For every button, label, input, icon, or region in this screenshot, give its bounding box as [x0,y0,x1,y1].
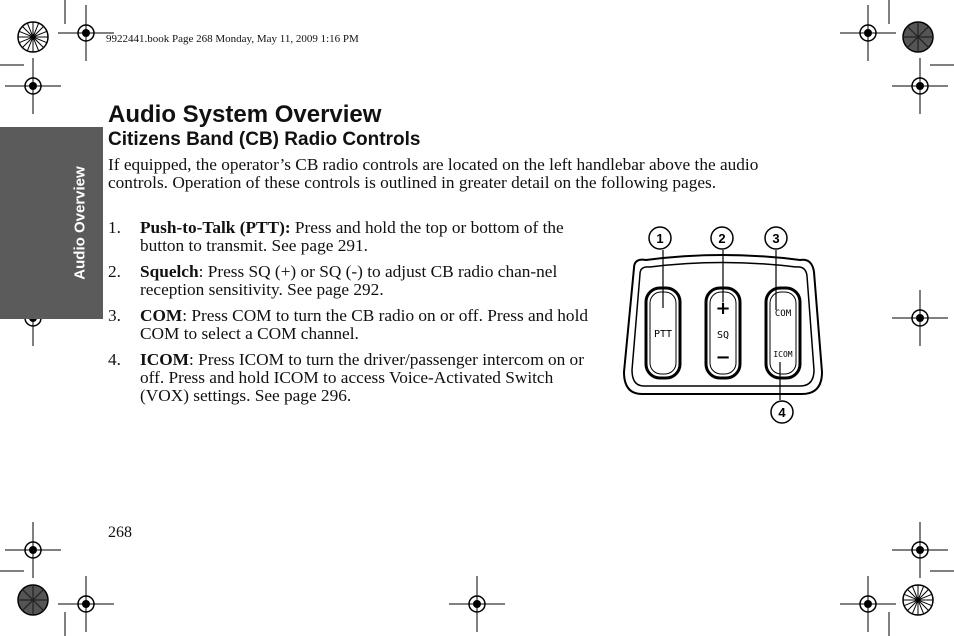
item-number: 1. [108,218,121,237]
item-number: 3. [108,306,121,325]
section-subtitle: Citizens Band (CB) Radio Controls [108,129,421,150]
section-side-tab-label: Audio Overview [71,166,89,280]
squelch-minus-label: − [715,347,731,368]
squelch-sq-label: SQ [716,330,730,341]
item-term: COM [140,306,183,325]
item-text: Press and hold the top or bottom of the button to transmit. See page 291. [140,218,564,255]
item-term: ICOM [140,350,189,369]
item-term: Squelch [140,262,199,281]
list-item [108,219,596,255]
item-number: 4. [108,350,121,369]
cb-radio-controls-illustration [612,222,832,428]
callout-1 [649,227,671,249]
callout-2 [711,227,733,249]
callout-3 [765,227,787,249]
callout-2-label: 2 [718,231,726,246]
page-title: Audio System Overview [108,101,382,128]
item-number: 2. [108,262,121,281]
controls-list [108,219,596,413]
com-icom-button [766,288,800,378]
item-text: : Press COM to turn the CB radio on or off. Press and hold COM to select a COM channel. [140,306,589,343]
list-item [108,351,596,405]
item-text: : Press ICOM to turn the driver/passenger intercom on or off. Press and hold ICOM to access Voice-Activated Switch (VOX) settings. See page 296. [140,350,584,405]
item-text: : Press SQ (+) or SQ (-) to adjust CB radio chan-nel reception sensitivity. See page 292. [140,262,558,299]
squelch-plus-label: + [715,298,731,319]
book-header-line: 9922441.book Page 268 Monday, May 11, 2009 1:16 PM [106,33,359,45]
page-number: 268 [108,524,132,541]
com-label: COM [774,309,792,319]
item-term: Push-to-Talk (PTT): [140,218,291,237]
list-item [108,307,596,343]
intro-paragraph: If equipped, the operator’s CB radio controls are located on the left handlebar above the audio controls. Operation of these controls is outlined in greater detail on the following pages. [108,155,759,192]
callout-1-label: 1 [656,231,664,246]
list-item [108,263,596,299]
callout-4 [771,401,793,423]
callout-4-label: 4 [778,405,786,420]
ptt-label: PTT [653,329,673,340]
icom-label: ICOM [773,350,793,359]
callout-3-label: 3 [772,231,780,246]
